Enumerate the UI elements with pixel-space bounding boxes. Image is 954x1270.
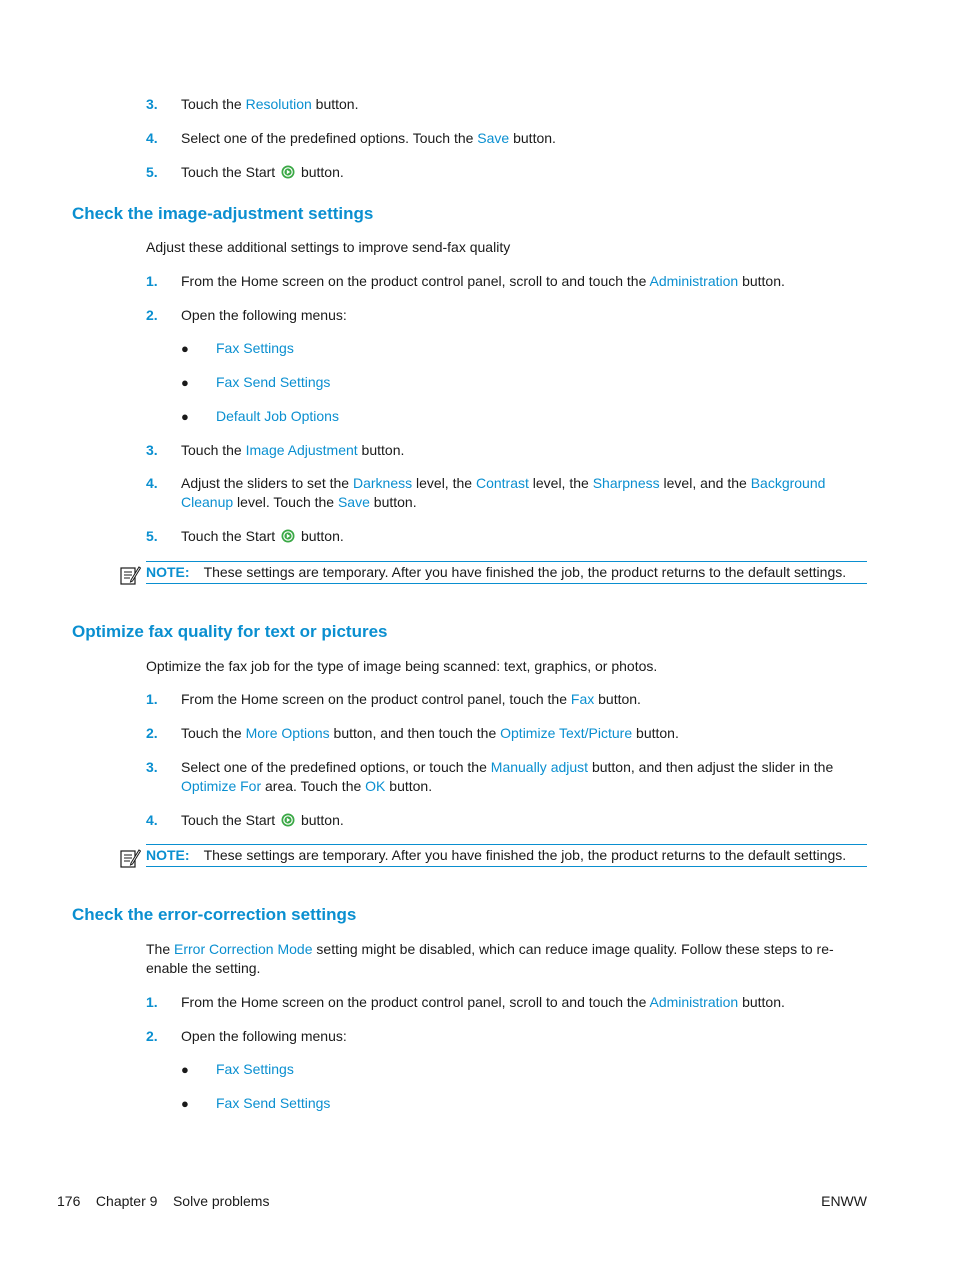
step-text: button. <box>300 812 344 828</box>
menu-item <box>181 407 339 426</box>
step-text: button. <box>300 164 344 180</box>
step-5-start <box>146 163 866 182</box>
menu-label: Fax Settings <box>216 340 294 356</box>
s1-step-1 <box>146 272 866 291</box>
s1-step-2 <box>146 306 866 325</box>
step-text: From the Home screen on the product control panel, scroll to and touch the <box>181 273 650 289</box>
step-text: level, the <box>412 475 476 491</box>
note-icon <box>119 564 141 586</box>
page-footer-left <box>57 1192 269 1211</box>
bullet-icon: ● <box>181 1096 189 1111</box>
step-text: button. <box>311 96 359 112</box>
s2-step-3 <box>146 758 866 796</box>
ui-term-error-correction-mode: Error Correction Mode <box>174 941 313 957</box>
start-button-icon <box>281 813 295 827</box>
page-footer-right: ENWW <box>821 1193 867 1209</box>
s2-step-1 <box>146 690 866 709</box>
step-text: Open the following menus: <box>181 307 347 323</box>
step-number: 5. <box>146 164 158 180</box>
section-heading-error-correction: Check the error-correction settings <box>72 905 357 924</box>
s1-step-5 <box>146 527 866 546</box>
start-button-icon <box>281 165 295 179</box>
note-text: These settings are temporary. After you have finished the job, the product returns to the default settings. <box>203 847 847 863</box>
section-heading-optimize-fax: Optimize fax quality for text or pictures <box>72 622 388 641</box>
intro-text: setting might be disabled, which can reduce image quality. Follow these steps to re-enable the setting. <box>146 941 834 976</box>
step-number: 4. <box>146 130 158 146</box>
step-number: 2. <box>146 725 158 741</box>
step-text: From the Home screen on the product control panel, scroll to and touch the <box>181 994 650 1010</box>
menu-label: Fax Send Settings <box>216 374 331 390</box>
s3-step-2 <box>146 1027 866 1046</box>
step-text: button, and then touch the <box>329 725 501 741</box>
step-text: Adjust the sliders to set the <box>181 475 353 491</box>
ui-term-administration: Administration <box>649 273 739 289</box>
step-text: button. <box>738 273 785 289</box>
step-text: button. <box>385 778 433 794</box>
step-text: Touch the <box>181 725 246 741</box>
section-intro: Adjust these additional settings to improve send-fax quality <box>146 239 511 255</box>
step-3-resolution <box>146 95 866 114</box>
step-number: 1. <box>146 994 158 1010</box>
ui-term-manually-adjust: Manually adjust <box>490 759 589 775</box>
step-number: 2. <box>146 307 158 323</box>
step-text: button. <box>738 994 785 1010</box>
step-number: 4. <box>146 812 158 828</box>
step-text: button. <box>632 725 679 741</box>
step-text: Touch the <box>181 96 246 112</box>
note-box <box>146 844 867 867</box>
ui-term-optimize-for: Optimize For <box>181 778 262 794</box>
note-label: NOTE: <box>146 564 190 580</box>
menu-label: Default Job Options <box>216 408 339 424</box>
step-text: Touch the Start <box>181 812 276 828</box>
s2-step-4 <box>146 811 866 830</box>
ui-term-more-options: More Options <box>245 725 330 741</box>
step-text: button. <box>369 494 417 510</box>
step-text: From the Home screen on the product control panel, touch the <box>181 691 571 707</box>
note-box <box>146 561 867 584</box>
step-number: 4. <box>146 475 158 491</box>
ui-term-sharpness: Sharpness <box>592 475 660 491</box>
ui-term-optimize-text-picture: Optimize Text/Picture <box>500 725 633 741</box>
step-number: 1. <box>146 273 158 289</box>
bullet-icon: ● <box>181 409 189 424</box>
step-text: level, the <box>528 475 593 491</box>
step-text: button. <box>509 130 556 146</box>
step-text: Open the following menus: <box>181 1028 347 1044</box>
step-text: button. <box>594 691 641 707</box>
note-text: These settings are temporary. After you have finished the job, the product returns to the default settings. <box>203 564 847 580</box>
menu-item <box>181 373 330 392</box>
chapter-label: Chapter 9 <box>95 1193 158 1209</box>
step-number: 2. <box>146 1028 158 1044</box>
ui-term-contrast: Contrast <box>475 475 529 491</box>
menu-label: Fax Settings <box>216 1061 294 1077</box>
s3-step-1 <box>146 993 866 1012</box>
step-number: 3. <box>146 96 158 112</box>
start-button-icon <box>281 529 295 543</box>
step-text: Select one of the predefined options, or touch the <box>181 759 491 775</box>
ui-term-save: Save <box>337 494 370 510</box>
menu-item <box>181 1060 294 1079</box>
step-text: button, and then adjust the slider in the <box>588 759 834 775</box>
s1-step-4 <box>146 474 866 512</box>
page-number: 176 <box>57 1193 81 1209</box>
section-intro: Optimize the fax job for the type of image being scanned: text, graphics, or photos. <box>146 658 658 674</box>
note-icon <box>119 847 141 869</box>
ui-term-darkness: Darkness <box>352 475 413 491</box>
step-number: 5. <box>146 528 158 544</box>
bullet-icon: ● <box>181 1062 189 1077</box>
ui-term-resolution: Resolution <box>245 96 312 112</box>
step-text: button. <box>357 442 405 458</box>
step-text: level. Touch the <box>233 494 338 510</box>
ui-term-administration: Administration <box>649 994 739 1010</box>
ui-term-ok: OK <box>365 778 386 794</box>
step-text: Select one of the predefined options. Touch the <box>181 130 478 146</box>
bullet-icon: ● <box>181 375 189 390</box>
step-text: button. <box>300 528 344 544</box>
step-text: level, and the <box>659 475 751 491</box>
menu-label: Fax Send Settings <box>216 1095 331 1111</box>
step-text: area. Touch the <box>261 778 366 794</box>
s2-step-2 <box>146 724 866 743</box>
step-number: 3. <box>146 442 158 458</box>
ui-term-save: Save <box>477 130 510 146</box>
menu-item <box>181 1094 330 1113</box>
ui-term-fax: Fax <box>570 691 595 707</box>
ui-term-background-cleanup: Background Cleanup <box>181 475 826 510</box>
ui-term-image-adjustment: Image Adjustment <box>245 442 358 458</box>
step-number: 3. <box>146 759 158 775</box>
step-text: Touch the Start <box>181 528 276 544</box>
menu-item <box>181 339 294 358</box>
section-heading-image-adjustment: Check the image-adjustment settings <box>72 204 374 223</box>
chapter-title: Solve problems <box>172 1193 270 1209</box>
step-4-save <box>146 129 866 148</box>
step-text: Touch the Start <box>181 164 276 180</box>
intro-text: The <box>146 941 175 957</box>
s1-step-3 <box>146 441 866 460</box>
step-text: Touch the <box>181 442 246 458</box>
bullet-icon: ● <box>181 341 189 356</box>
section-intro <box>146 940 858 978</box>
note-label: NOTE: <box>146 847 190 863</box>
step-number: 1. <box>146 691 158 707</box>
